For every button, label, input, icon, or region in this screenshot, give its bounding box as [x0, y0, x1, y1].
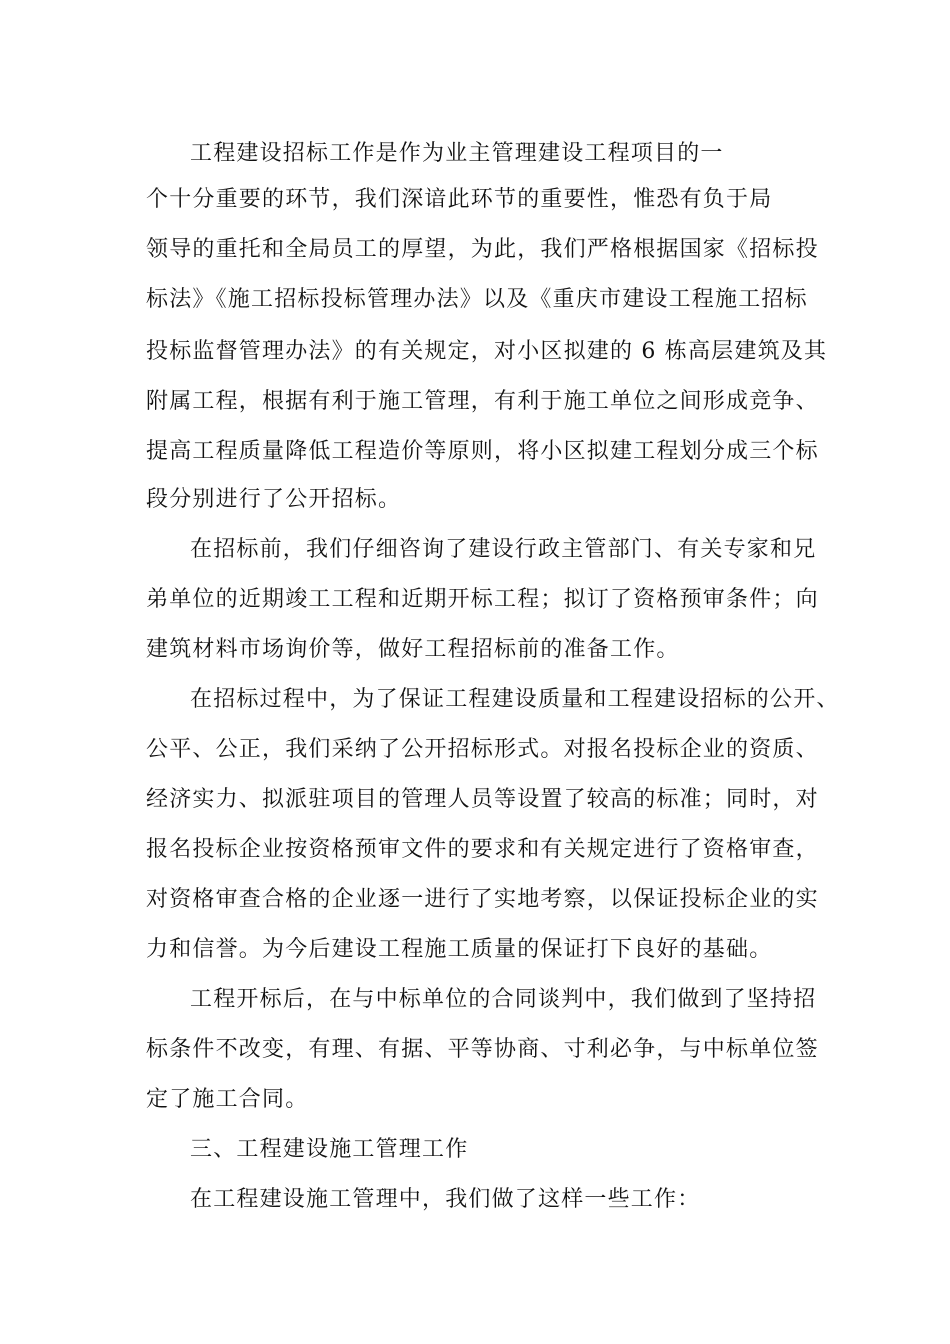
text-line: 在招标前，我们仔细咨询了建设行政主管部门、有关专家和兄 — [190, 537, 817, 562]
text-line: 弟单位的近期竣工工程和近期开标工程；拟订了资格预审条件；向 — [146, 587, 819, 612]
text-line: 对资格审查合格的企业逐一进行了实地考察，以保证投标企业的实 — [146, 887, 819, 912]
text-line: 标条件不改变，有理、有据、平等协商、寸利必争，与中标单位签 — [146, 1037, 819, 1062]
text-line: 力和信誉。为今后建设工程施工质量的保证打下良好的基础。 — [146, 937, 773, 962]
text-line: 报名投标企业按资格预审文件的要求和有关规定进行了资格审查， — [146, 837, 819, 862]
text-line: 在工程建设施工管理中，我们做了这样一些工作： — [190, 1187, 701, 1212]
text-line: 工程建设招标工作是作为业主管理建设工程项目的一 — [190, 141, 724, 166]
text-line: 在招标过程中，为了保证工程建设质量和工程建设招标的公开、 — [190, 687, 840, 712]
text-line: 标法》《施工招标投标管理办法》以及《重庆市建设工程施工招标 — [146, 287, 808, 312]
text-line: 定了施工合同。 — [146, 1087, 309, 1112]
text-line: 提高工程质量降低工程造价等原则，将小区拟建工程划分成三个标 — [146, 439, 819, 464]
text-line: 个十分重要的环节，我们深谙此环节的重要性，惟恐有负于局 — [146, 187, 773, 212]
text-line: 建筑材料市场询价等，做好工程招标前的准备工作。 — [146, 637, 680, 662]
text-line: 领导的重托和全局员工的厚望，为此，我们严格根据国家《招标投 — [146, 237, 819, 262]
text-line: 附属工程，根据有利于施工管理，有利于施工单位之间形成竞争、 — [146, 389, 819, 414]
text-line: 工程开标后，在与中标单位的合同谈判中，我们做到了坚持招 — [190, 987, 817, 1012]
text-line: 公平、公正，我们采纳了公开招标形式。对报名投标企业的资质、 — [146, 737, 819, 762]
section-heading: 三、工程建设施工管理工作 — [190, 1137, 469, 1162]
text-line: 投标监督管理办法》的有关规定，对小区拟建的 6 栋高层建筑及其 — [146, 339, 828, 364]
text-line: 经济实力、拟派驻项目的管理人员等设置了较高的标准；同时，对 — [146, 787, 819, 812]
text-line: 段分别进行了公开招标。 — [146, 487, 402, 512]
